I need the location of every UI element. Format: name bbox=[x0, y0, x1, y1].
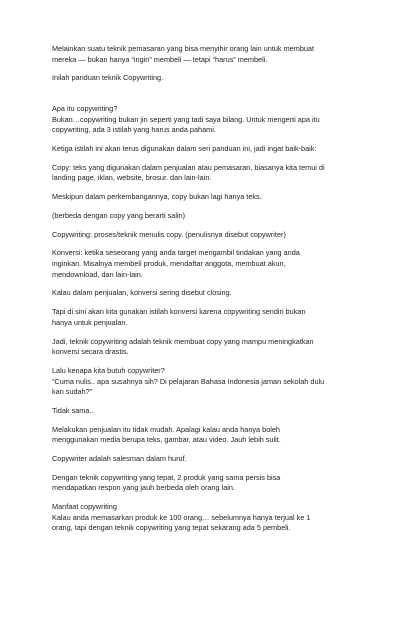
text-line: Jadi, teknik copywriting adalah teknik membuat copy yang mampu meningkatkan bbox=[52, 336, 314, 346]
section-heading: Manfaat copywriting bbox=[52, 502, 117, 512]
text-line: Kalau dalam penjualan, konversi sering disebut closing. bbox=[52, 288, 232, 298]
paragraph-not-same bbox=[52, 406, 397, 417]
paragraph-guide bbox=[52, 73, 397, 84]
paragraph-copy-note bbox=[52, 211, 397, 222]
text-line: Copywriter adalah salesman dalam huruf. bbox=[52, 454, 187, 464]
text-line: “Cuma nulis.. apa susahnya sih? Di pelajaran Bahasa Indonesia jaman sekolah dulu bbox=[52, 376, 325, 386]
section-heading: Apa itu copywriting? bbox=[52, 103, 118, 113]
paragraph-why-copywriter bbox=[52, 366, 397, 398]
paragraph-benefits bbox=[52, 502, 397, 534]
text-line: Kalau anda memasarkan produk ke 100 orang… sebelumnya hanya terjual ke 1 bbox=[52, 512, 311, 522]
document-body bbox=[52, 44, 397, 542]
text-line: mereka — bukan hanya “ingin” membeli — tetapi “harus” membeli. bbox=[52, 54, 268, 64]
text-line: Ketiga istilah ini akan terus digunakan dalam seri panduan ini, jadi ingat baik-baik: bbox=[52, 143, 317, 153]
text-line: Melakukan penjualan itu tidak mudah. Apalagi kalau anda hanya boleh bbox=[52, 424, 280, 434]
paragraph-copy-evolution bbox=[52, 192, 397, 203]
text-line: Tapi di sini akan kita gunakan istilah konversi karena copywriting sendiri bukan bbox=[52, 307, 306, 317]
text-line: inginkan. Misalnya membeli produk, mendaftar anggota, membuat akun, bbox=[52, 259, 286, 269]
text-line: Copy: teks yang digunakan dalam penjualan atau pemasaran, biasanya kita temui di bbox=[52, 162, 325, 172]
text-line: Konversi: ketika seseorang yang anda target mengambil tindakan yang anda bbox=[52, 248, 300, 258]
text-line: Inilah panduan teknik Copywriting. bbox=[52, 73, 164, 83]
paragraph-copywriting-definition bbox=[52, 230, 397, 241]
paragraph-response bbox=[52, 473, 397, 494]
text-line: mendapatkan respon yang jauh berbeda oleh orang lain. bbox=[52, 483, 235, 493]
paragraph-three-terms bbox=[52, 144, 397, 155]
text-line: orang, tapi dengan teknik copywriting yang tepat sekarang ada 5 pembeli. bbox=[52, 523, 291, 533]
text-line: Melainkan suatu teknik pemasaran yang bisa menyihir orang lain untuk membuat bbox=[52, 44, 315, 53]
paragraph-conversion-usage bbox=[52, 307, 397, 328]
paragraph-closing bbox=[52, 288, 397, 299]
paragraph-salesman bbox=[52, 454, 397, 465]
text-line: landing page, iklan, website, brosur. dan lain-lain. bbox=[52, 173, 212, 183]
text-line: mendownload, dan lain-lain. bbox=[52, 269, 143, 279]
text-line: Copywriting: proses/teknik menulis copy. (penulisnya disebut copywriter) bbox=[52, 229, 286, 239]
paragraph-selling-difficulty bbox=[52, 425, 397, 446]
text-line: hanya untuk penjualan. bbox=[52, 317, 128, 327]
text-line: kan sudah?” bbox=[52, 387, 93, 397]
text-line: copywriting, ada 3 istilah yang harus anda pahami. bbox=[52, 125, 216, 135]
text-line: Bukan…copywriting bukan jin seperti yang tadi saya bilang. Untuk mengerti apa itu bbox=[52, 114, 320, 124]
paragraph-what-is bbox=[52, 104, 397, 136]
paragraph-technique-summary bbox=[52, 337, 397, 358]
text-line: Meskipun dalam perkembangannya, copy bukan lagi hanya teks. bbox=[52, 192, 262, 202]
text-line: konversi secara drastis. bbox=[52, 347, 129, 357]
paragraph-intro bbox=[52, 44, 397, 65]
section-heading: Lalu kenapa kita butuh copywriter? bbox=[52, 365, 165, 375]
text-line: (berbeda dengan copy yang berarti salin) bbox=[52, 210, 186, 220]
text-line: Dengan teknik copywriting yang tepat, 2 produk yang sama persis bisa bbox=[52, 472, 281, 482]
text-line: menggunakan media berupa teks, gambar, atau video. Jauh lebih sulit. bbox=[52, 435, 281, 445]
text-line: Tidak sama.. bbox=[52, 405, 94, 415]
paragraph-copy-definition bbox=[52, 163, 397, 184]
paragraph-conversion-definition bbox=[52, 248, 397, 280]
